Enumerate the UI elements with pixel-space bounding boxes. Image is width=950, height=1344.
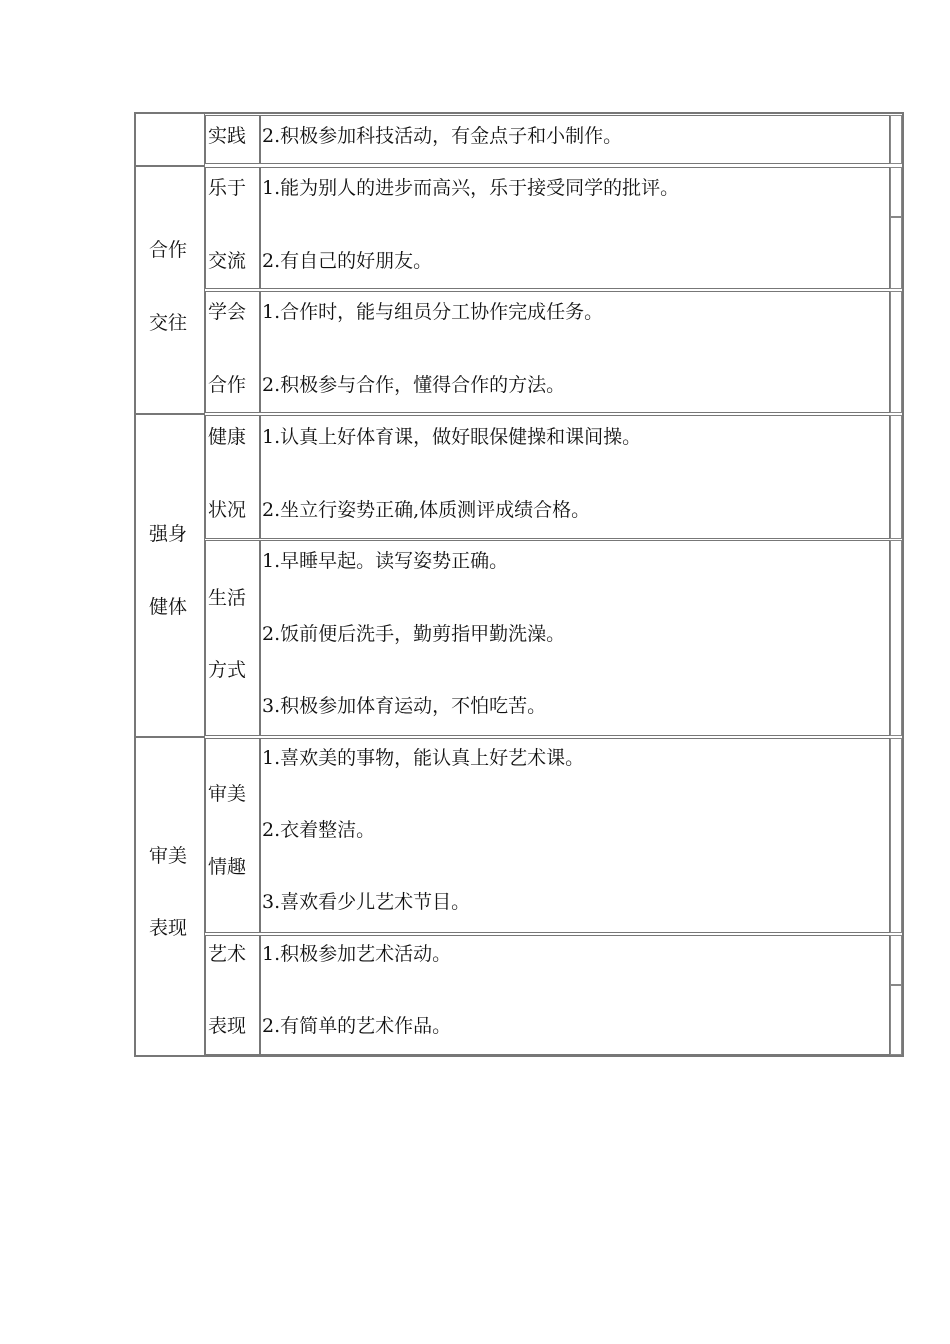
subcategory-cell	[205, 540, 260, 736]
subcategory-label: 表现	[208, 1015, 247, 1037]
score-cell	[890, 115, 902, 164]
criterion-item: 1.合作时，能与组员分工协作完成任务。	[262, 301, 604, 323]
score-cell	[890, 540, 902, 736]
criterion-item: 2.有自己的好朋友。	[262, 250, 433, 272]
subcategory-label: 状况	[208, 499, 247, 521]
category-label: 表现	[149, 917, 188, 939]
criterion-item: 2.积极参与合作，懂得合作的方法。	[262, 374, 566, 396]
category-label: 合作	[149, 239, 188, 261]
category-cell	[135, 737, 205, 1056]
score-cell	[890, 738, 902, 933]
criterion-item: 2.坐立行姿势正确,体质测评成绩合格。	[262, 499, 591, 521]
category-label: 审美	[149, 845, 188, 867]
score-cell	[890, 217, 902, 289]
category-label: 交往	[149, 312, 188, 334]
criterion-item: 1.喜欢美的事物，能认真上好艺术课。	[262, 747, 585, 769]
subcategory-label: 合作	[208, 374, 247, 396]
subcategory-label: 方式	[208, 659, 247, 681]
criterion-item: 1.积极参加艺术活动。	[262, 943, 452, 965]
score-cell	[890, 985, 902, 1055]
criterion-item: 3.喜欢看少儿艺术节目。	[262, 891, 471, 913]
score-cell	[890, 167, 902, 217]
score-cell	[890, 415, 902, 539]
subcategory-label: 实践	[208, 125, 247, 147]
score-cell	[890, 291, 902, 413]
category-cell	[135, 414, 205, 737]
criterion-item: 3.积极参加体育运动，不怕吃苦。	[262, 695, 547, 717]
category-label: 强身	[149, 523, 188, 545]
category-label: 健体	[149, 596, 188, 618]
subcategory-label: 学会	[208, 301, 247, 323]
criterion-item: 1.认真上好体育课，做好眼保健操和课间操。	[262, 426, 642, 448]
subcategory-label: 审美	[208, 783, 247, 805]
category-cell	[135, 166, 205, 414]
criterion-item: 1.能为别人的进步而高兴，乐于接受同学的批评。	[262, 177, 680, 199]
score-cell	[890, 935, 902, 985]
subcategory-label: 健康	[208, 426, 247, 448]
criterion-item: 1.早睡早起。读写姿势正确。	[262, 550, 509, 572]
criterion-item: 2.饭前便后洗手，勤剪指甲勤洗澡。	[262, 623, 566, 645]
subcategory-label: 交流	[208, 250, 247, 272]
criterion-item: 2.有简单的艺术作品。	[262, 1015, 452, 1037]
subcategory-label: 艺术	[208, 943, 247, 965]
criterion-item: 2.衣着整洁。	[262, 819, 376, 841]
category-cell	[135, 113, 205, 166]
subcategory-label: 生活	[208, 587, 247, 609]
subcategory-label: 乐于	[208, 177, 247, 199]
subcategory-cell	[205, 738, 260, 933]
subcategory-label: 情趣	[208, 856, 247, 878]
criterion-item: 2.积极参加科技活动，有金点子和小制作。	[262, 125, 623, 147]
